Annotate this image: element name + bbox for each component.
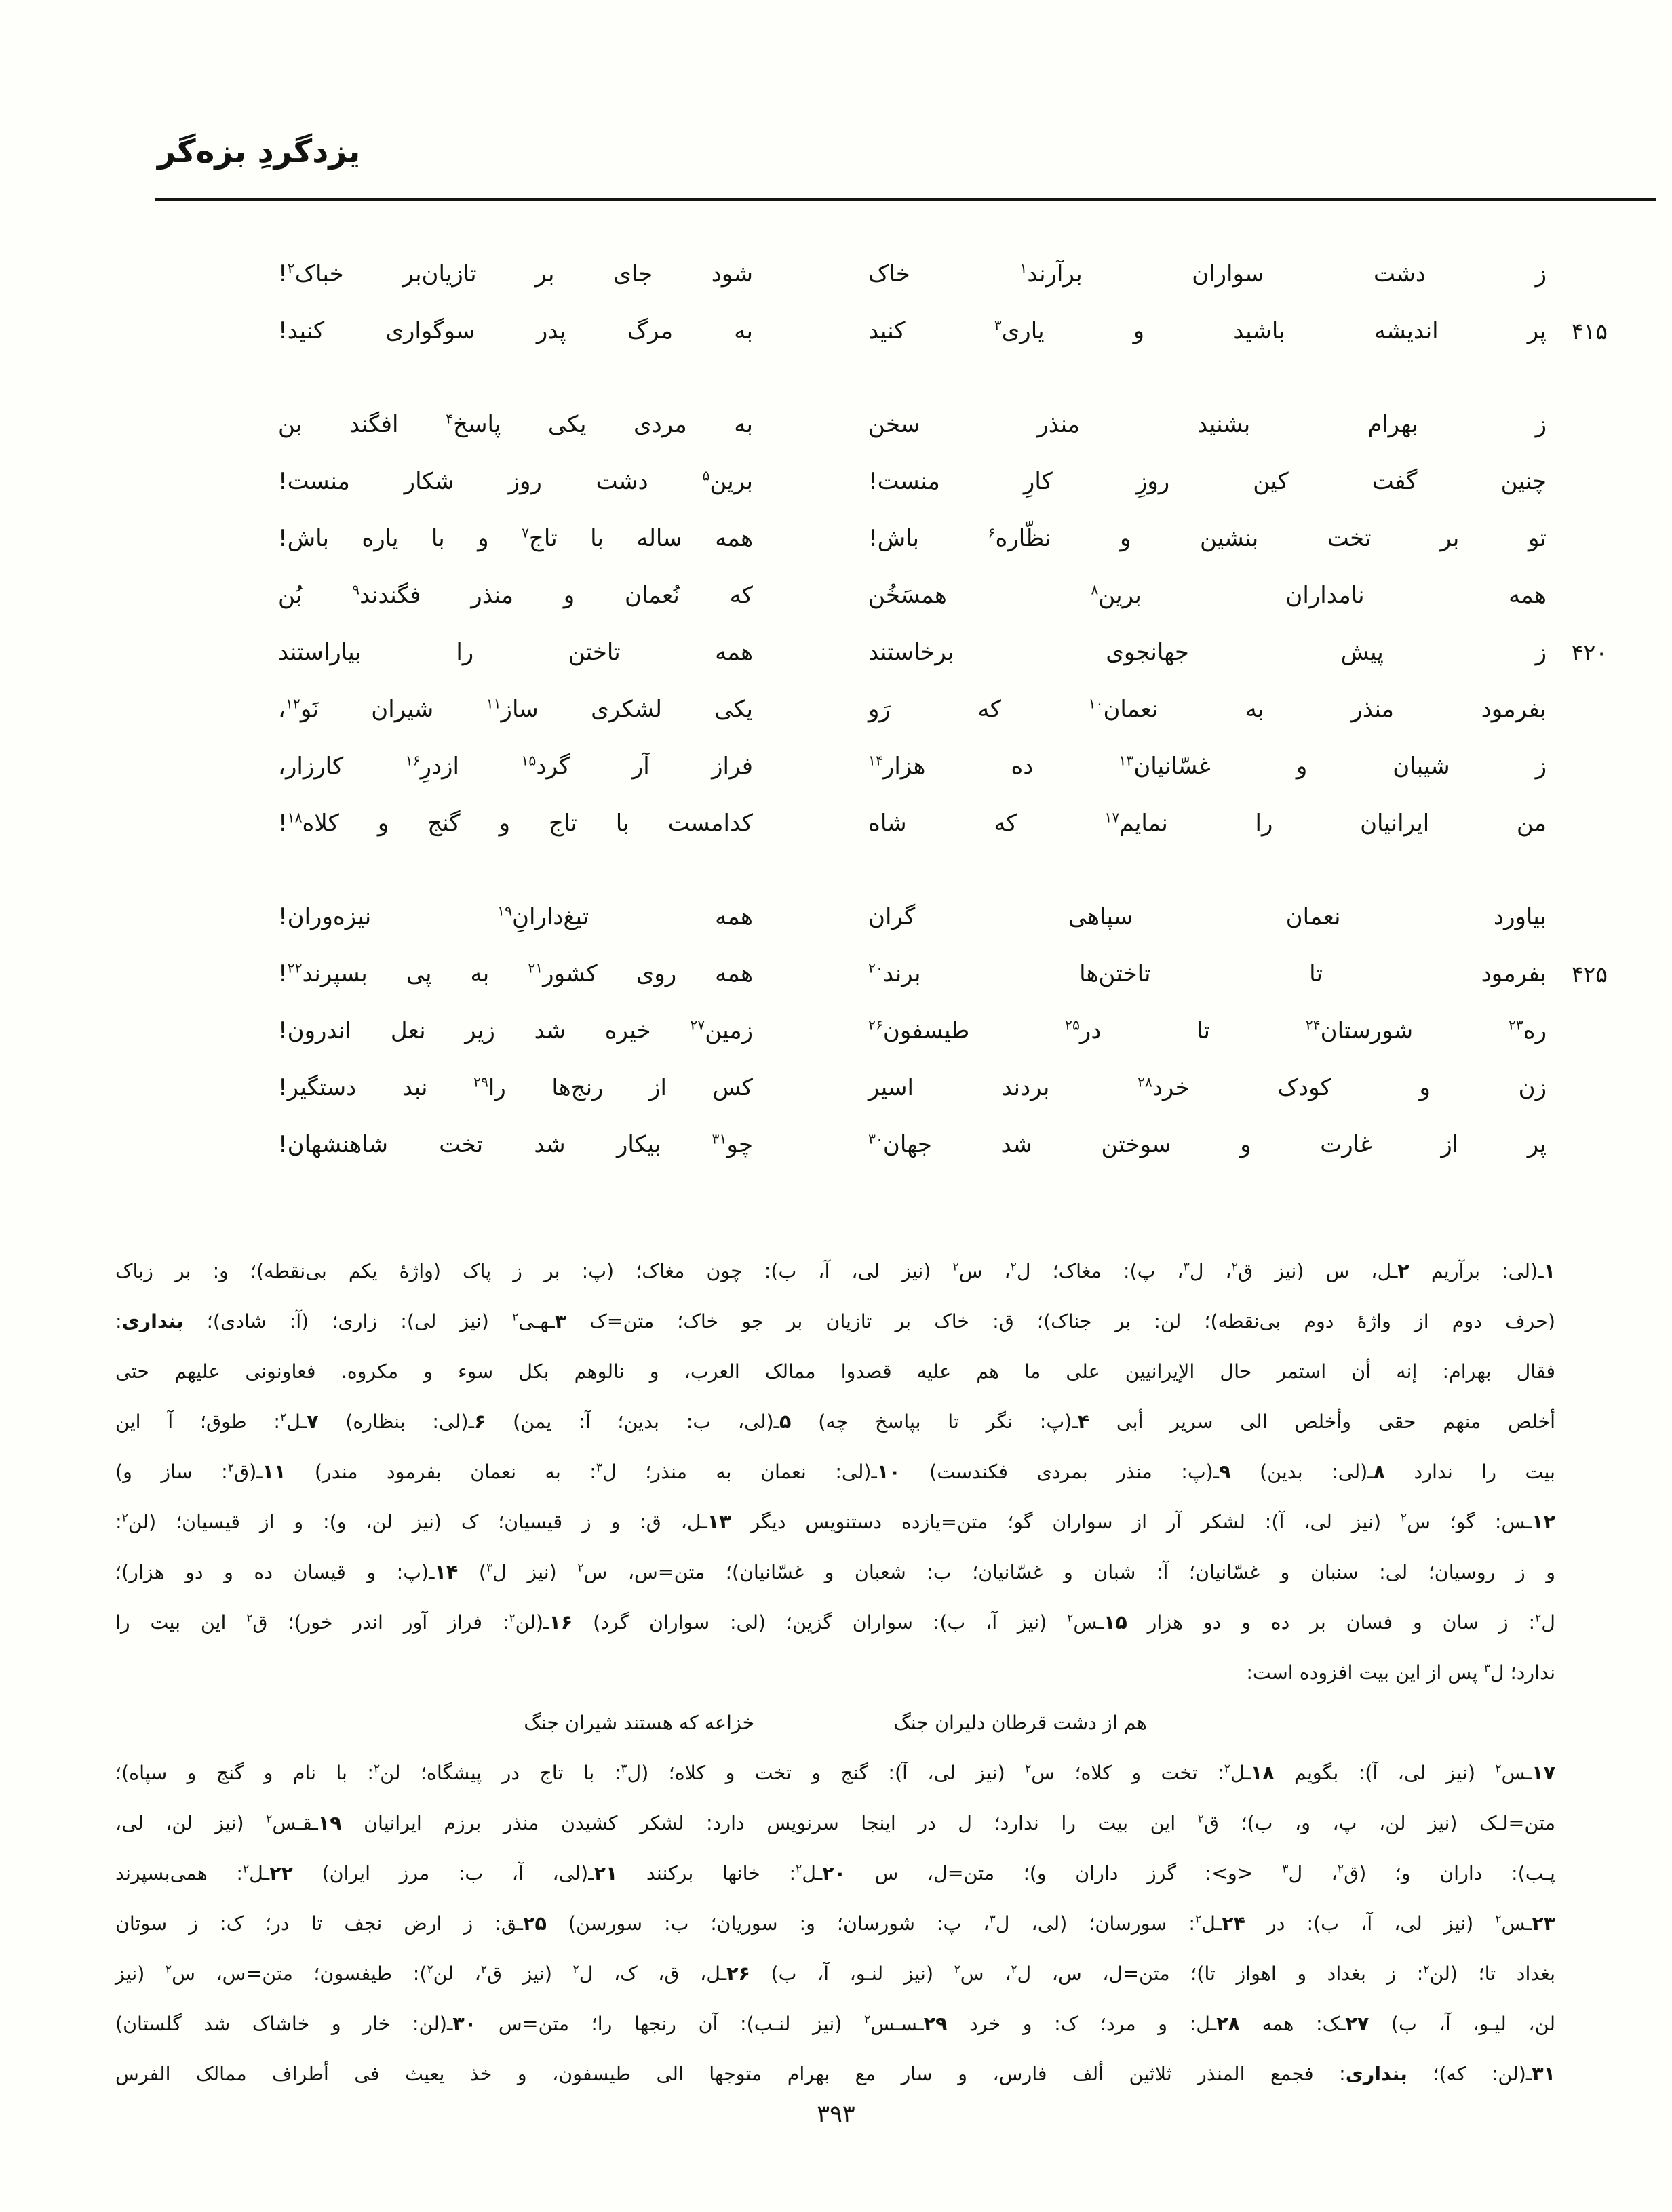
hemistich-left: همه روی کشور$^{۲۱}$ به پی بسپرند$^{۲۲}$!	[278, 960, 753, 987]
hemistich-left: که نُعمان و منذر فگندند$^۹$ بُن	[278, 581, 753, 609]
hemistich-left: همه تیغ‌دارانِ$^{۱۹}$ نیزه‌وران!	[278, 903, 753, 930]
hemistich-left: کدامست با تاج و گنج و کلاه$^{۱۸}$!	[278, 809, 753, 837]
apparatus-line: و ز روسیان؛ لی: سنبان و غسّانیان؛ آ: شبان و غسّانیان؛ ب: شعبان و غسّانیان)؛ متن=س، س$^۲$ (نیز ل$^۳$) ۱۴ـ(پ: و قیسان ده و دو هزار)؛	[115, 1561, 1555, 1583]
verse-number: ۴۲۰	[1571, 639, 1608, 666]
hemistich-left: فراز آر گرد$^{۱۵}$ ازدرِ$^{۱۶}$ کارزار،	[278, 752, 754, 780]
apparatus-line: لن، لیـو، آ، ب) ۲۷ـک: همه ۲۸ـل: و مرد؛ ک: و خرد ۲۹ـسـس$^۲$ (نیز لنـب): آن رنجها را؛ متن=س ۳۰ـ(لن: خار و خاشاک شد گلستان)	[115, 2013, 1556, 2035]
apparatus-line: بغداد تا؛ (لن$^۲$: ز بغداد و اهواز تا)؛ متن=ل، س، ل$^۲$، س$^۲$ (نیز لنـو، آ، ب) ۲۶ـل، ق، ک، ل$^۲$ (نیز ق$^۲$، لن$^۲$): طیفسون؛ متن=س، س$^۲$ (نیز	[115, 1962, 1555, 1985]
apparatus-line: ۱۷ـس$^۲$ (نیز لی، آ): بگویم ۱۸ـل$^۲$: تخت و کلاه؛ س$^۲$ (نیز لی، آ): گنج و تخت و کلاه؛ (ل$^۳$: با تاج در پیشگاه؛ لن$^۲$: با نام و گنج و سپاه)؛	[115, 1762, 1556, 1784]
apparatus-line: أخلص منهم حقی وأخلص الی سریر أبی ۴ـ(پ: نگر تا بپاسخ چه) ۵ـ(لی، ب: بدین؛ آ: یمن) ۶ـ(لی: بنظاره) ۷ـل$^۲$: طوق؛ آ این	[115, 1410, 1556, 1433]
hemistich-left: شود جای بر تازیان‌بر خباک$^۲$!	[278, 260, 753, 288]
hemistich-left: چو$^{۳۱}$ بیکار شد تخت شاهنشهان!	[278, 1130, 753, 1158]
verse-row	[278, 245, 1608, 302]
apparatus-line: پـب): داران و؛ (ق$^۲$، ل$^۳$ <و>: گرز داران و)؛ متن=ل، س ۲۰ـل$^۲$: خانها برکنند ۲۱ـ(لی، آ، ب: مرز ایران) ۲۲ـل$^۲$: همی‌بسپرند	[115, 1862, 1555, 1884]
hemistich-right: تو بر تخت بنشین و نظّاره$^۶$ باش!	[868, 524, 1547, 552]
verse-block	[278, 245, 1608, 359]
apparatus-line: ۲۳ـس$^۲$ (نیز لی، آ، ب): در ۲۴ـل$^۲$: سورسان؛ (لی، ل$^۳$، پ: شورسان؛ و: سوریان؛ ب: سورسن) ۲۵ـق: ز ارض نجف تا در؛ ک: ز سوتان	[115, 1912, 1556, 1935]
apparatus-line: بیت را ندارد ۸ـ(لی: بدین) ۹ـ(پ: منذر بمردی فکندست) ۱۰ـ(لی: نعمان به منذر؛ ل$^۳$: به نعمان بفرمود مندر) ۱۱ـ(ق$^۲$: ساز و)	[115, 1461, 1555, 1483]
apparatus-verse-hemistich-left: خزاعه که هستند شیران جنگ	[524, 1712, 755, 1734]
verse-row	[278, 945, 1608, 1002]
verse-row	[278, 453, 1608, 510]
hemistich-left: یکی لشکری ساز$^{۱۱}$ شیران نَو$^{۱۲}$،	[278, 695, 753, 723]
hemistich-left: کس از رنج‌ها را$^{۲۹}$ نبد دستگیر!	[278, 1073, 753, 1101]
hemistich-right: بیاورد نعمان سپاهی گران	[868, 903, 1547, 930]
hemistich-left: همه تاختن را بیاراستند	[278, 638, 753, 666]
hemistich-left: برین$^۵$ دشت روز شکار منست!	[278, 467, 753, 495]
verse-row	[278, 738, 1608, 795]
critical-apparatus	[115, 1246, 1555, 2099]
hemistich-left: به مردی یکی پاسخ$^۴$ افگند بن	[278, 410, 753, 438]
hemistich-left: به مرگ پدر سوگواری کنید!	[278, 317, 753, 344]
hemistich-right: بفرمود منذر به نعمان$^{۱۰}$ که رَو	[868, 695, 1547, 723]
hemistich-right: ز شیبان و غسّانیان$^{۱۳}$ ده هزار$^{۱۴}$	[868, 752, 1547, 780]
hemistich-left: همه ساله با تاج$^۷$ و با یاره باش!	[278, 524, 754, 552]
verse-row	[278, 795, 1608, 852]
page-number: ۳۹۳	[817, 2101, 855, 2128]
verse-row	[278, 624, 1608, 681]
hemistich-right: بفرمود تا تاختن‌ها برند$^{۲۰}$	[868, 960, 1547, 987]
hemistich-left: زمین$^{۲۷}$ خیره شد زیر نعل اندرون!	[278, 1016, 753, 1044]
verse-text-area	[278, 245, 1608, 1210]
hemistich-right: همه نامداران برین$^۸$ همسَخُن	[868, 581, 1547, 609]
apparatus-line: ۳۱ـ(لن: که)؛ بنداری: فجمع المنذر ثلاثین ألف فارس، و سار مع بهرام متوجها الی طیسفون، و خذ یعیث فی أطراف ممالک الفرس	[115, 2063, 1555, 2085]
verse-row	[278, 1002, 1608, 1059]
hemistich-right: پر اندیشه باشید و یاری$^۳$ کنید	[868, 317, 1547, 344]
verse-number: ۴۲۵	[1571, 960, 1608, 987]
verse-block	[278, 888, 1608, 1173]
apparatus-verse-hemistich-right: هم از دشت قرطان دلیران جنگ	[893, 1712, 1147, 1734]
apparatus-line: فقال بهرام: إنه أن استمر حال الإیرانیین علی ما هم علیه قصدوا ممالک العرب، و نالوهم بکل سوء و مکروه. فعاونونی علیهم حتی	[115, 1360, 1555, 1383]
running-head-title: یزدگردِ بزه‌گر	[157, 133, 361, 170]
apparatus-inserted-verse	[115, 1698, 1555, 1748]
apparatus-line: ۱ـ(لی: برآریم ۲ـل، س (نیز ق$^۲$، ل$^۳$، پ): مغاک؛ ل$^۲$، س$^۲$ (نیز لی، آ، ب): چون مغاک؛ (پ: بر ز پاک (واژهٔ یکم بی‌نقطه)؛ و: بر زباک	[115, 1260, 1555, 1282]
hemistich-right: ز بهرام بشنید منذر سخن	[868, 410, 1547, 438]
apparatus-line: متن=لـک (نیز لن، پ، و، ب)؛ ق$^۲$ این بیت را ندارد؛ ل در اینجا سرنویس دارد: لشکر کشیدن منذر برزم ایرانیان ۱۹ـقـس$^۲$ (نیز لن، لی،	[115, 1812, 1555, 1834]
verse-row	[278, 302, 1608, 359]
hemistich-right: چنین گفت کین روزِ کارِ منست!	[868, 467, 1547, 495]
verse-row	[278, 510, 1608, 567]
verse-row	[278, 567, 1608, 624]
hemistich-right: زن و کودک خرد$^{۲۸}$ بردند اسیر	[868, 1073, 1547, 1101]
header-rule	[155, 198, 1656, 201]
apparatus-line: (حرف دوم از واژهٔ دوم بی‌نقطه)؛ لن: بر جناک)؛ ق: خاک بر تازیان بر جو خاک؛ متن=ک ۳ـه‍ـی$^۲$ (نیز لی): زاری؛ (آ: شادی)؛ بنداری:	[115, 1310, 1555, 1332]
hemistich-right: من ایرانیان را نمایم$^{۱۷}$ که شاه	[868, 809, 1547, 837]
apparatus-line: ل$^۲$: ز سان و فسان بر ده و دو هزار ۱۵ـس$^۲$ (نیز آ، ب): سواران گزین؛ (لی: سواران گرد) ۱۶ـ(لن$^۲$: فراز آور اندر خور)؛ ق$^۲$ این بیت را	[115, 1611, 1556, 1634]
hemistich-right: ره$^{۲۳}$ شورستان$^{۲۴}$ تا در$^{۲۵}$ طیسفون$^{۲۶}$	[868, 1016, 1547, 1044]
verse-number: ۴۱۵	[1571, 317, 1608, 344]
apparatus-line: ندارد؛ ل$^۳$ پس از این بیت افزوده است:	[1246, 1661, 1555, 1684]
hemistich-right: ز دشت سواران برآرند$^۱$ خاک	[868, 260, 1547, 288]
verse-row	[278, 1116, 1608, 1173]
apparatus-line: ۱۲ـس: گو؛ س$^۲$ (نیز لی، آ): لشکر آر از سواران گو؛ متن=یازده دستنویس دیگر ۱۳ـل، ق: و ز قیسیان؛ ک (نیز لن، و): و از قیسیان؛ (لن$^۲$:	[115, 1511, 1555, 1533]
verse-row	[278, 888, 1608, 945]
verse-row	[278, 681, 1608, 738]
verse-block	[278, 396, 1608, 852]
hemistich-right: ز پیش جهانجوی برخاستند	[868, 638, 1547, 666]
verse-row	[278, 396, 1608, 453]
verse-row	[278, 1059, 1608, 1116]
hemistich-right: پر از غارت و سوختن شد جهان$^{۳۰}$	[868, 1130, 1547, 1158]
